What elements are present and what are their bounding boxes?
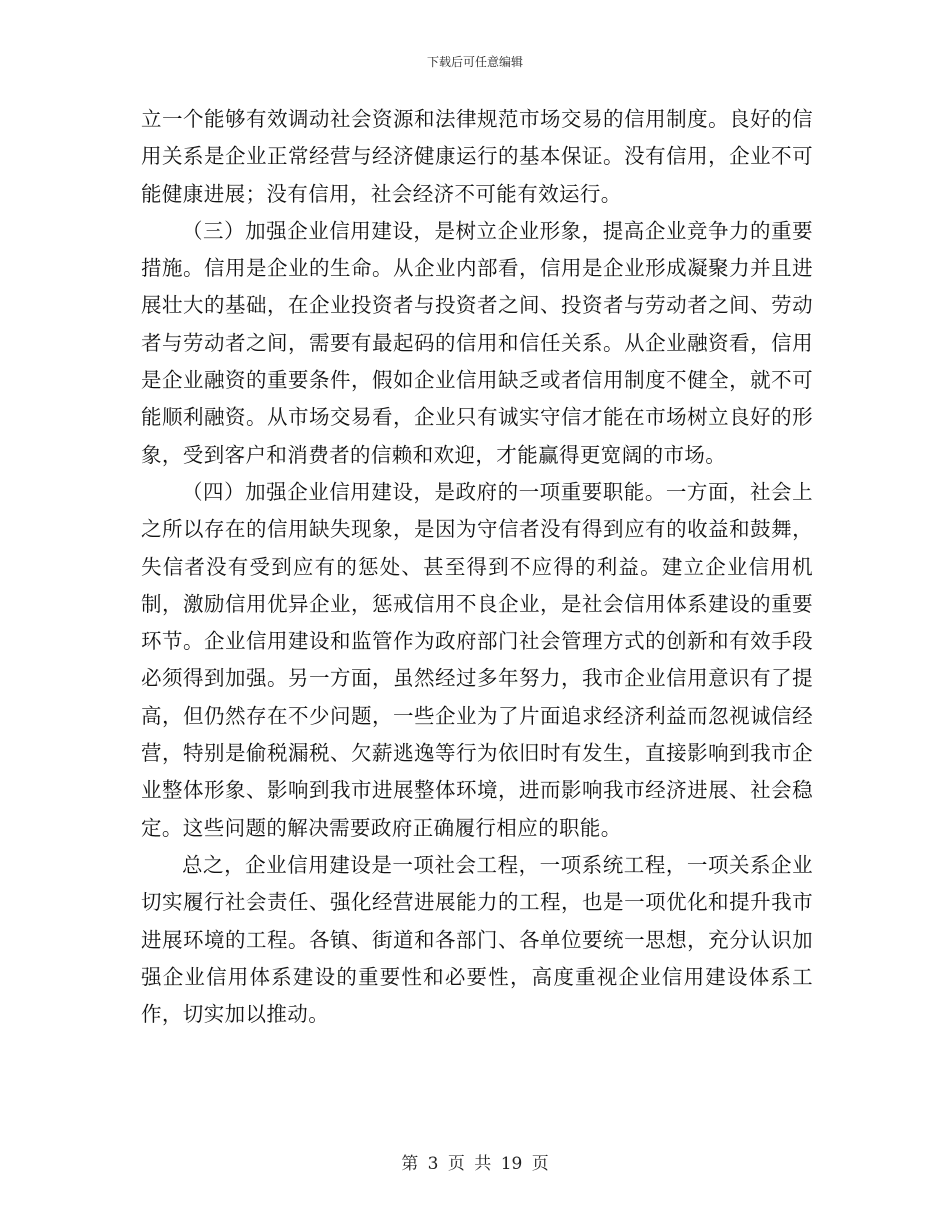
body-paragraph: （四）加强企业信用建设，是政府的一项重要职能。一方面，社会上之所以存在的信用缺失现象，是因为守信者没有得到应有的收益和鼓舞，失信者没有受到应有的惩处、甚至得到不应得的利益。建立企业信用机制，激励信用优异企业，惩戒信用不良企业，是社会信用体系建设的重要环节。企业信用建设和监管作为政府部门社会管理方式的创新和有效手段必须得到加强。另一方面，虽然经过多年努力，我市企业信用意识有了提高，但仍然存在不少问题，一些企业为了片面追求经济利益而忽视诚信经营，特别是偷税漏税、欠薪逃逸等行为依旧时有发生，直接影响到我市企业整体形象、影响到我市进展整体环境，进而影响我市经济进展、社会稳定。这些问题的解决需要政府正确履行相应的职能。 <box>141 479 813 840</box>
body-paragraph: 立一个能够有效调动社会资源和法律规范市场交易的信用制度。良好的信用关系是企业正常经营与经济健康运行的基本保证。没有信用，企业不可能健康进展；没有信用，社会经济不可能有效运行。 <box>141 107 813 206</box>
page-header-note: 下载后可任意编辑 <box>426 55 523 69</box>
page-number: 第 3 页 共 19 页 <box>401 1154 549 1174</box>
body-paragraph: 总之，企业信用建设是一项社会工程，一项系统工程，一项关系企业切实履行社会责任、强化经营进展能力的工程，也是一项优化和提升我市进展环境的工程。各镇、街道和各部门、各单位要统一思想，充分认识加强企业信用体系建设的重要性和必要性，高度重视企业信用建设体系工作，切实加以推动。 <box>141 852 813 1027</box>
document-body <box>141 101 813 1033</box>
body-paragraph: （三）加强企业信用建设，是树立企业形象，提高企业竞争力的重要措施。信用是企业的生命。从企业内部看，信用是企业形成凝聚力并且进展壮大的基础，在企业投资者与投资者之间、投资者与劳动者之间、劳动者与劳动者之间，需要有最起码的信用和信任关系。从企业融资看，信用是企业融资的重要条件，假如企业信用缺乏或者信用制度不健全，就不可能顺利融资。从市场交易看，企业只有诚实守信才能在市场树立良好的形象，受到客户和消费者的信赖和欢迎，才能赢得更宽阔的市场。 <box>141 218 813 467</box>
